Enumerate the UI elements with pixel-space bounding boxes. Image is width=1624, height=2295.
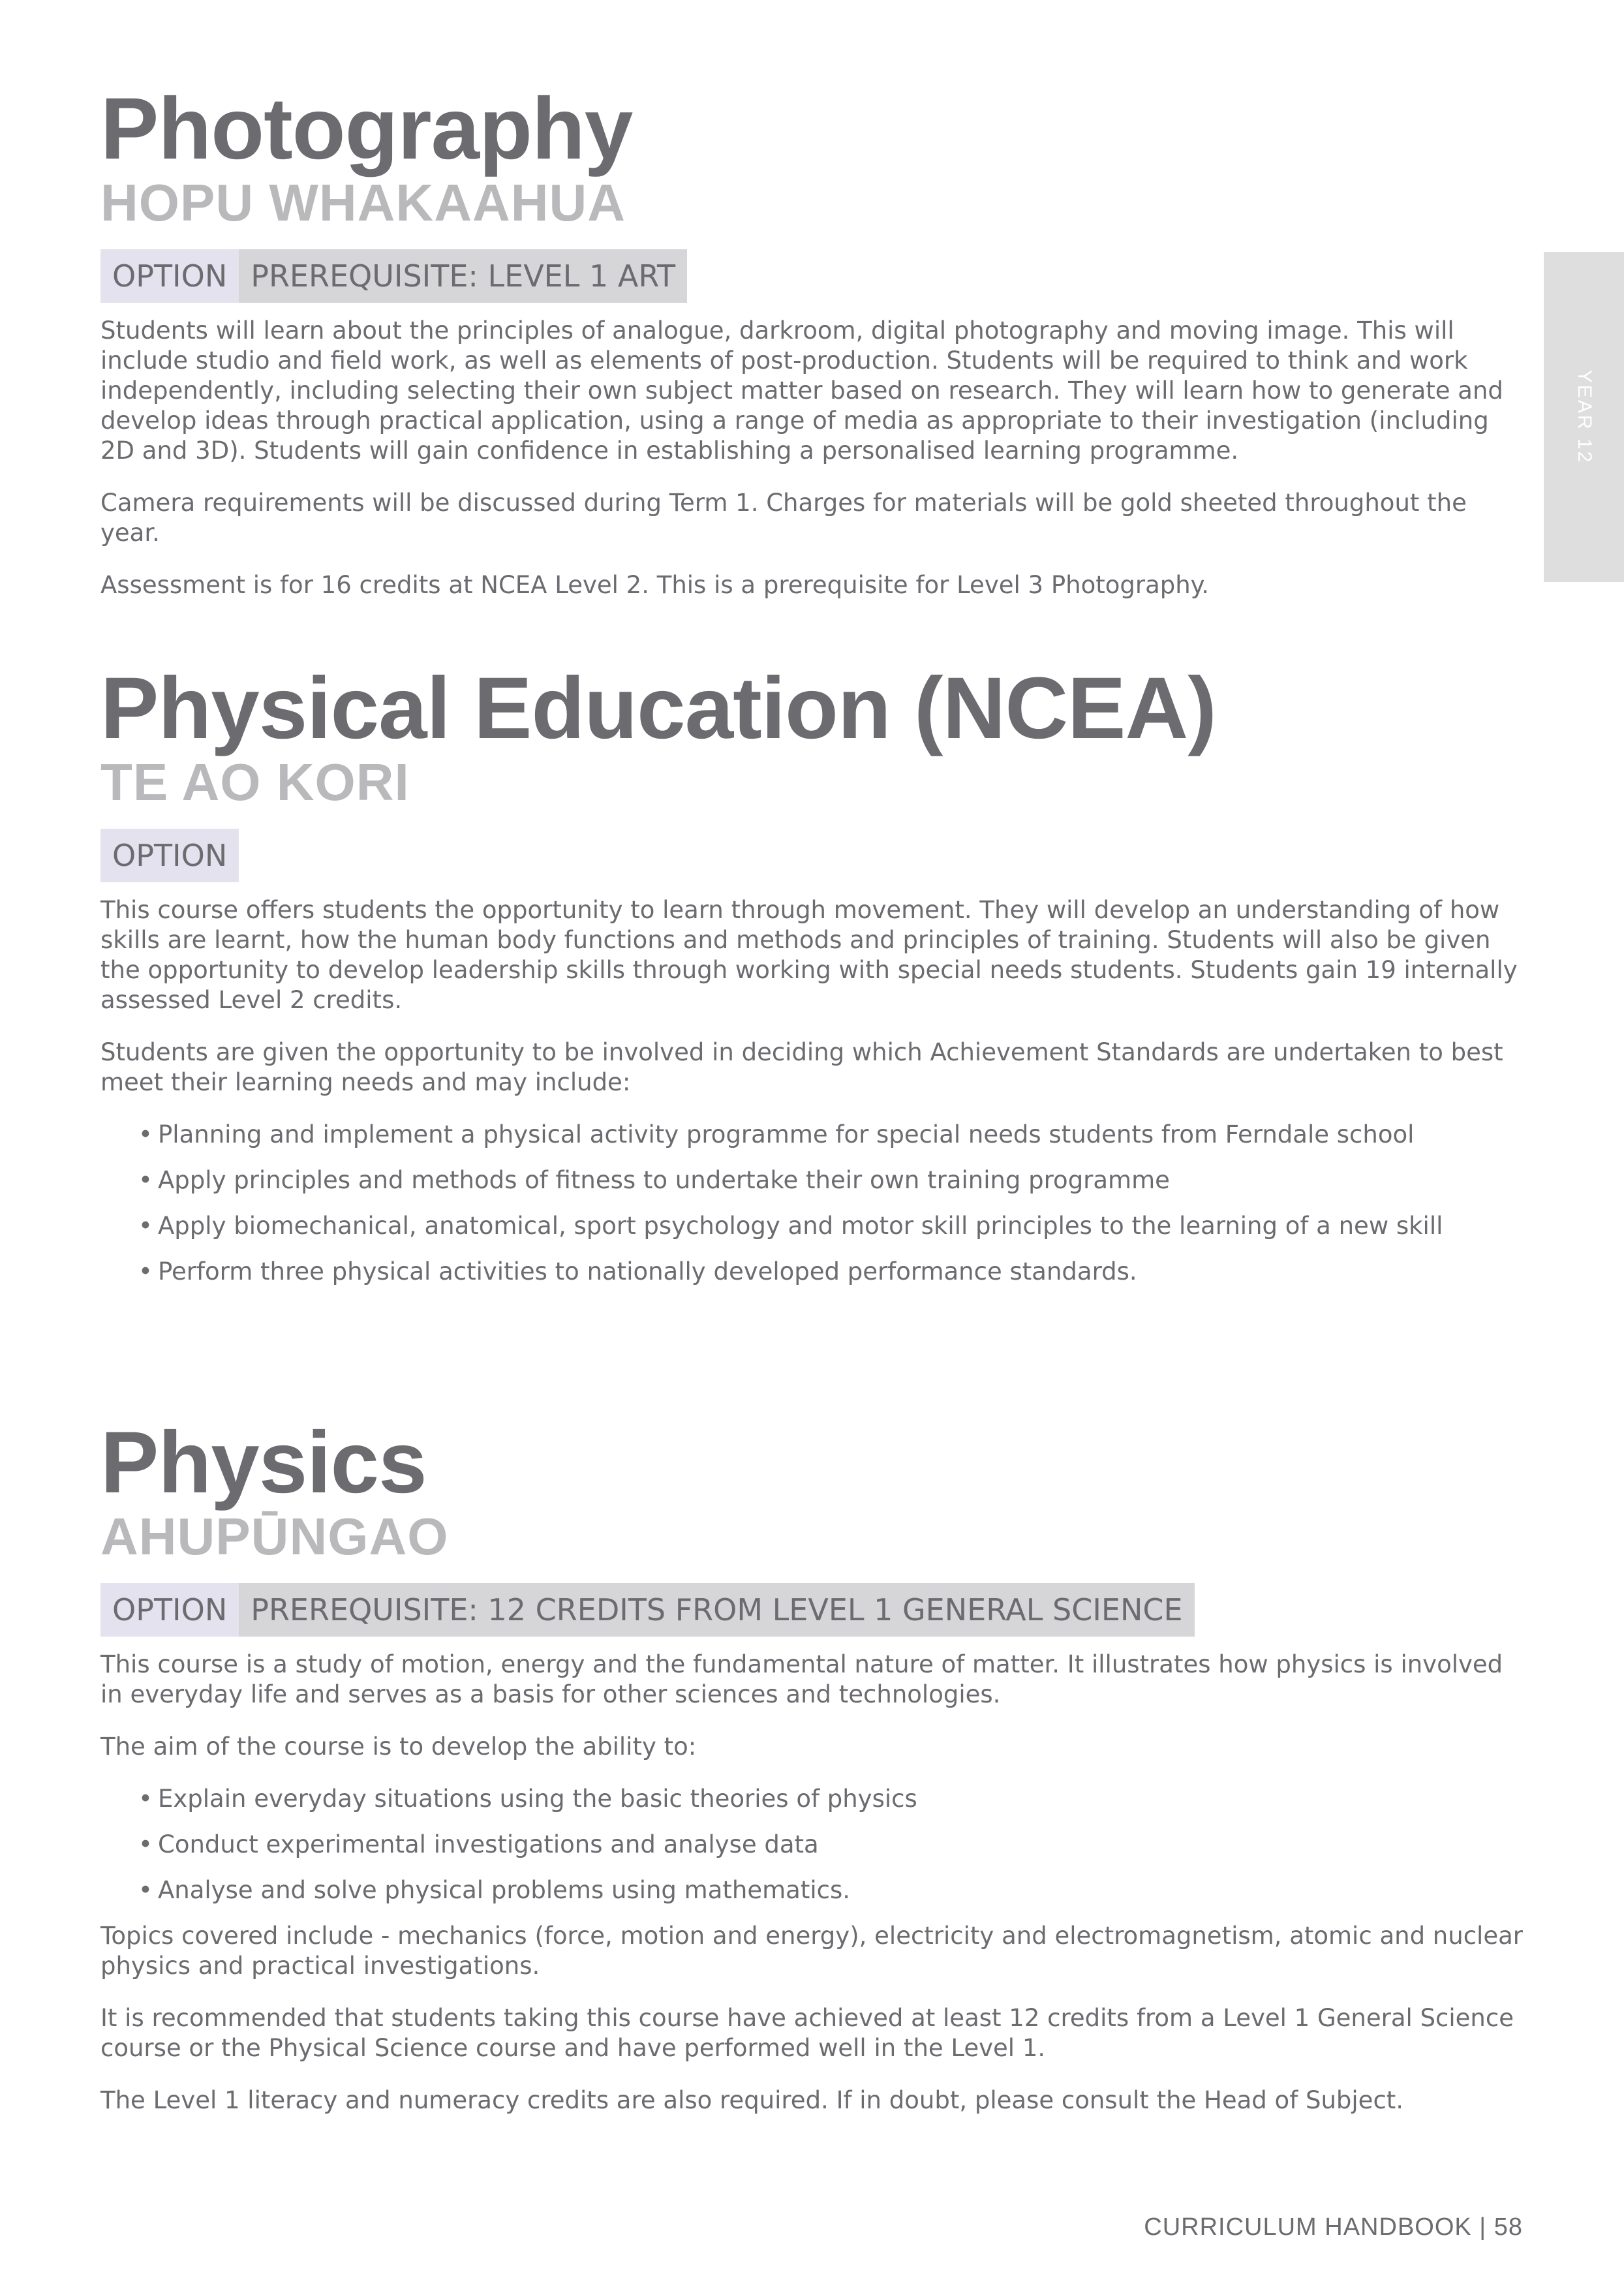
paragraph: Students will learn about the principles of analogue, darkroom, digital photography and moving image. This will include studio and field work, as well as elements of post-production. Students will be required to think and work independently, including selecting their own subject matter based on research. They will learn how to generate and develop ideas through practical application, using a range of media as appropriate to their investigation (including 2D and 3D). Students will gain confidence in establishing a personalised learning programme. — [100, 316, 1503, 465]
list-item: • Analyse and solve physical problems using mathematics. — [138, 1876, 851, 1904]
bullet-icon: • — [138, 1257, 153, 1286]
list-item: • Apply biomechanical, anatomical, sport psychology and motor skill principles to the learning of a new skill — [138, 1212, 1443, 1240]
physical-education-title: Physical Education (NCEA) — [100, 660, 1216, 757]
bullet-icon: • — [138, 1830, 153, 1858]
physics-section — [100, 1414, 1523, 2138]
bullet-icon: • — [138, 1876, 153, 1904]
paragraph: This course offers students the opportunity to learn through movement. They will develop an understanding of how skills are learnt, how the human body functions and methods and principles of training. Students will also be given the opportunity to develop leadership skills through working with special needs students. Students gain 19 internally assessed Level 2 credits. — [100, 896, 1518, 1014]
physics-tags — [100, 1583, 1523, 1637]
physical-education-tags — [100, 829, 1523, 882]
paragraph: Students are given the opportunity to be involved in deciding which Achievement Standards are undertaken to best meet their learning needs and may include: — [100, 1038, 1503, 1096]
bullet-icon: • — [138, 1120, 153, 1148]
physical-education-section — [100, 660, 1523, 1302]
option-badge: OPTION — [100, 1583, 239, 1637]
page-footer: CURRICULUM HANDBOOK | 58 — [1144, 2213, 1523, 2241]
physical-education-subtitle: TE AO KORI — [100, 753, 410, 811]
paragraph: Camera requirements will be discussed during Term 1. Charges for materials will be gold sheeted throughout the year. — [100, 489, 1467, 547]
paragraph: The Level 1 literacy and numeracy credits are also required. If in doubt, please consult the Head of Subject. — [100, 2086, 1404, 2114]
year-label: YEAR 12 — [1573, 369, 1595, 465]
prerequisite-badge: PREREQUISITE: 12 CREDITS FROM LEVEL 1 GENERAL SCIENCE — [239, 1583, 1194, 1637]
bullet-icon: • — [138, 1785, 153, 1813]
photography-subtitle: HOPU WHAKAAHUA — [100, 174, 626, 232]
year-side-tab — [1544, 252, 1624, 582]
bullet-list — [100, 1784, 1523, 1905]
physics-subtitle: AHUPŪNGAO — [100, 1507, 449, 1565]
bullet-icon: • — [138, 1166, 153, 1194]
photography-title: Photography — [100, 80, 633, 177]
list-item: • Apply principles and methods of fitness to undertake their own training programme — [138, 1166, 1170, 1194]
list-item: • Explain everyday situations using the basic theories of physics — [138, 1785, 917, 1813]
paragraph: Assessment is for 16 credits at NCEA Level 2. This is a prerequisite for Level 3 Photography. — [100, 571, 1210, 599]
paragraph: It is recommended that students taking this course have achieved at least 12 credits from a Level 1 General Science course or the Physical Science course and have performed well in the Level 1. — [100, 2004, 1514, 2062]
paragraph: The aim of the course is to develop the ability to: — [100, 1733, 697, 1761]
bullet-icon: • — [138, 1212, 153, 1240]
list-item: • Conduct experimental investigations and analyse data — [138, 1830, 819, 1858]
bullet-list — [100, 1120, 1523, 1287]
option-badge: OPTION — [100, 829, 239, 882]
paragraph: This course is a study of motion, energy and the fundamental nature of matter. It illustrates how physics is involved in everyday life and serves as a basis for other sciences and technologies. — [100, 1650, 1503, 1708]
photography-section — [100, 80, 1523, 623]
prerequisite-badge: PREREQUISITE: LEVEL 1 ART — [239, 249, 687, 303]
physics-title: Physics — [100, 1414, 427, 1511]
paragraph: Topics covered include - mechanics (force, motion and energy), electricity and electromagnetism, atomic and nuclear physics and practical investigations. — [100, 1922, 1523, 1980]
list-item: • Perform three physical activities to nationally developed performance standards. — [138, 1257, 1137, 1286]
option-badge: OPTION — [100, 249, 239, 303]
photography-tags — [100, 249, 1523, 303]
list-item: • Planning and implement a physical activity programme for special needs students from Ferndale school — [138, 1120, 1415, 1148]
